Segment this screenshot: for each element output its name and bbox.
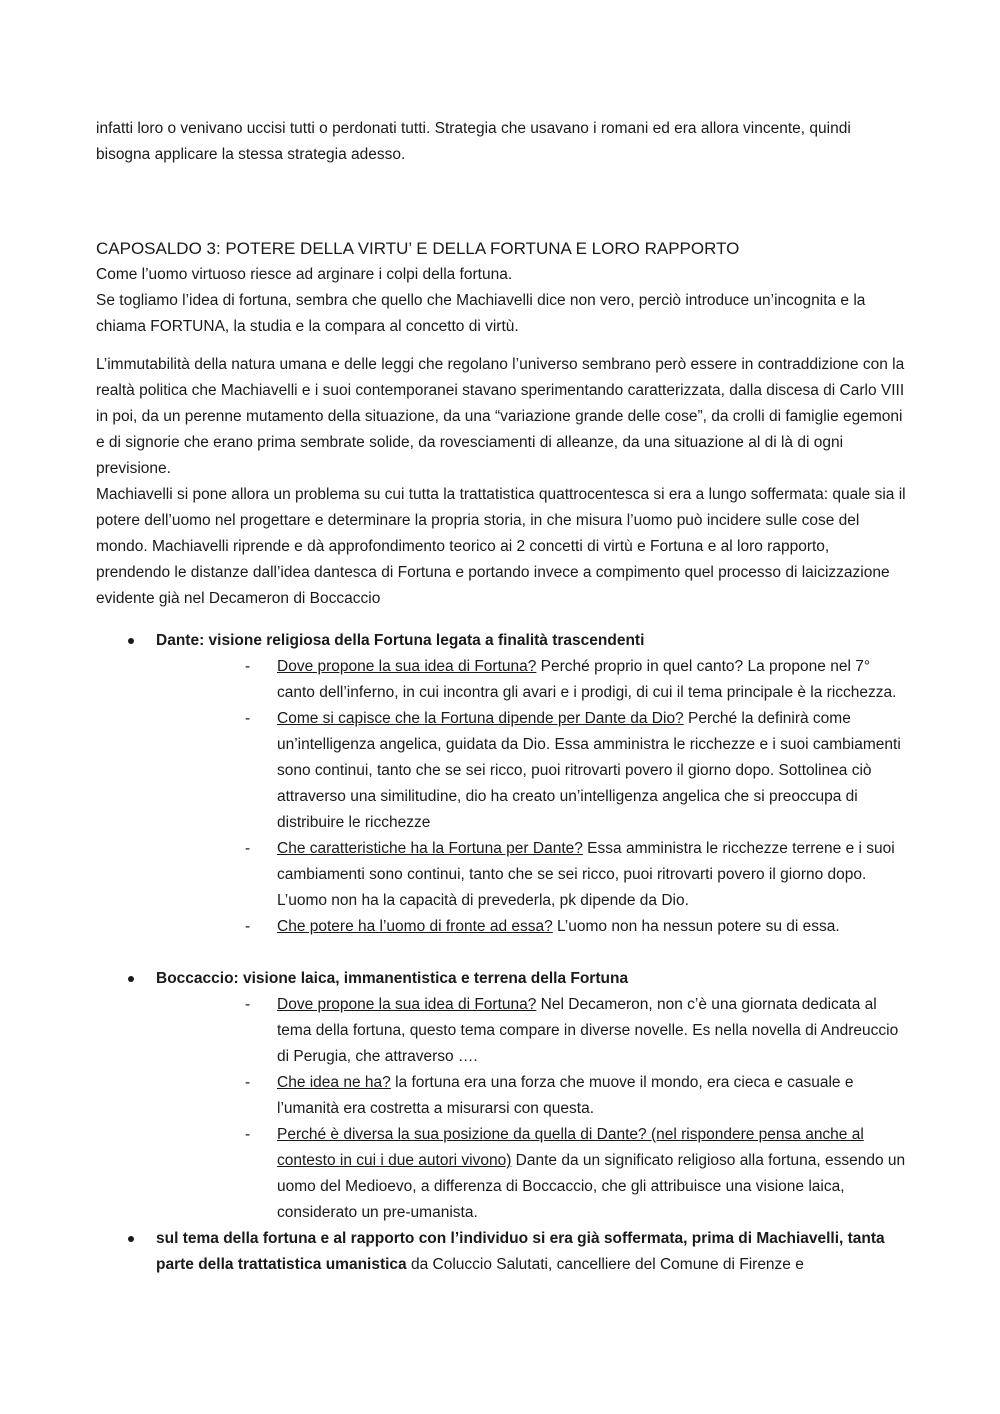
document-page (96, 116, 906, 1278)
bold-text: sul tema della fortuna e al rapporto con l’individuo si era già soffermata, prima di Machiavelli, tanta parte della trattatistica umanistica (156, 1230, 885, 1273)
spacer (156, 940, 906, 966)
bullet-title: Boccaccio: visione laica, immanentistica e terrena della Fortuna (156, 970, 629, 987)
list-item (156, 654, 906, 706)
bullet-item-dante (96, 628, 906, 966)
answer: Perché proprio in quel canto? La propone nel 7° canto dell’inferno, in cui incontra gli avari e i prodigi, di cui il tema principale è la ricchezza. (277, 658, 897, 701)
paragraph-line: Come l’uomo virtuoso riesce ad arginare i colpi della fortuna. (96, 266, 513, 283)
plain-text: da Coluccio Salutati, cancelliere del Comune di Firenze e (406, 1256, 804, 1273)
dash-icon: - (245, 840, 251, 857)
bullet-dot-icon (128, 638, 134, 644)
list-item (156, 1070, 906, 1122)
question: Dove propone la sua idea di Fortuna? (277, 658, 537, 675)
answer: la fortuna era una forza che muove il mondo, era cieca e casuale e l’umanità era costretta a misurarsi con questa. (277, 1074, 854, 1117)
question: Come si capisce che la Fortuna dipende per Dante da Dio? (277, 710, 684, 727)
list-item (156, 914, 906, 940)
dash-icon: - (245, 918, 251, 935)
answer: Perché la definirà come un’intelligenza angelica, guidata da Dio. Essa amministra le ricchezze e i suoi cambiamenti sono continui, tanto che se sei ricco, puoi ritrovarti povero il giorno dopo. Sottolinea ciò attraverso una similitudine, dio ha creato un’intelligenza angelica che si preoccupa di distribuire le ricchezze (277, 710, 901, 831)
answer: Essa amministra le ricchezze terrene e i suoi cambiamenti sono continui, tanto che se sei ricco, puoi ritrovarti povero il giorno dopo. L’uomo non ha la capacità di prevederla, pk dipende da Dio. (277, 840, 895, 909)
list-item (156, 706, 906, 836)
question: Che potere ha l’uomo di fronte ad essa? (277, 918, 553, 935)
list-item (156, 992, 906, 1070)
dash-icon: - (245, 1074, 251, 1091)
question: Dove propone la sua idea di Fortuna? (277, 996, 537, 1013)
paragraph: Se togliamo l’idea di fortuna, sembra che quello che Machiavelli dice non vero, perciò introduce un’incognita e la chiama FORTUNA, la studia e la compara al concetto di virtù. (96, 292, 866, 335)
list-item (156, 836, 906, 914)
paragraph: Machiavelli si pone allora un problema su cui tutta la trattatistica quattrocentesca si era a lungo soffermata: quale sia il potere dell’uomo nel progettare e determinare la propria storia, in che misura l’uomo può incidere sulle cose del mondo. Machiavelli riprende e dà approfondimento teorico ai 2 concetti di virtù e Fortuna e al loro rapporto, prendendo le distanze dall’idea dantesca di Fortuna e portando invece a compimento quel processo di laicizzazione evidente già nel Decameron di Boccaccio (96, 486, 906, 607)
answer: Dante da un significato religioso alla fortuna, essendo un uomo del Medioevo, a differenza di Boccaccio, che gli attribuisce una visione laica, considerato un pre-umanista. (277, 1152, 906, 1221)
bullet-dot-icon (128, 1236, 134, 1242)
dash-icon: - (245, 1126, 251, 1143)
question: Perché è diversa la sua posizione da quella di Dante? (nel rispondere pensa anche al contesto in cui i due autori vivono) (277, 1126, 864, 1169)
section-heading: CAPOSALDO 3: POTERE DELLA VIRTU’ E DELLA FORTUNA E LORO RAPPORTO (96, 239, 740, 258)
bullet-item-trattatistica (96, 1226, 906, 1278)
bullet-item-boccaccio (96, 966, 906, 1226)
bullet-dot-icon (128, 976, 134, 982)
dash-icon: - (245, 658, 251, 675)
paragraph: L’immutabilità della natura umana e delle leggi che regolano l’universo sembrano però essere in contraddizione con la realtà politica che Machiavelli e i suoi contemporanei stavano sperimentando caratterizzata, dalla discesa di Carlo VIII in poi, da un perenne mutamento della situazione, da una “variazione grande delle cose”, da crolli di famiglie egemoni e di signorie che erano prima sembrate solide, da rovesciamenti di alleanze, da una situazione al di là di ogni previsione. (96, 356, 905, 477)
question: Che idea ne ha? (277, 1074, 391, 1091)
bullet-text (156, 1226, 906, 1278)
answer: Nel Decameron, non c’è una giornata dedicata al tema della fortuna, questo tema compare in diverse novelle. Es nella novella di Andreuccio di Perugia, che attraverso …. (277, 996, 899, 1065)
question: Che caratteristiche ha la Fortuna per Dante? (277, 840, 583, 857)
sub-list (156, 992, 906, 1226)
intro-paragraph: infatti loro o venivano uccisi tutti o perdonati tutti. Strategia che usavano i romani ed era allora vincente, quindi bisogna applicare la stessa strategia adesso. (96, 120, 851, 163)
sub-list (156, 654, 906, 940)
list-item (156, 1122, 906, 1226)
bullet-title: Dante: visione religiosa della Fortuna legata a finalità trascendenti (156, 632, 645, 649)
bullet-list (96, 628, 906, 1278)
dash-icon: - (245, 996, 251, 1013)
answer: L’uomo non ha nessun potere su di essa. (552, 918, 840, 935)
dash-icon: - (245, 710, 251, 727)
